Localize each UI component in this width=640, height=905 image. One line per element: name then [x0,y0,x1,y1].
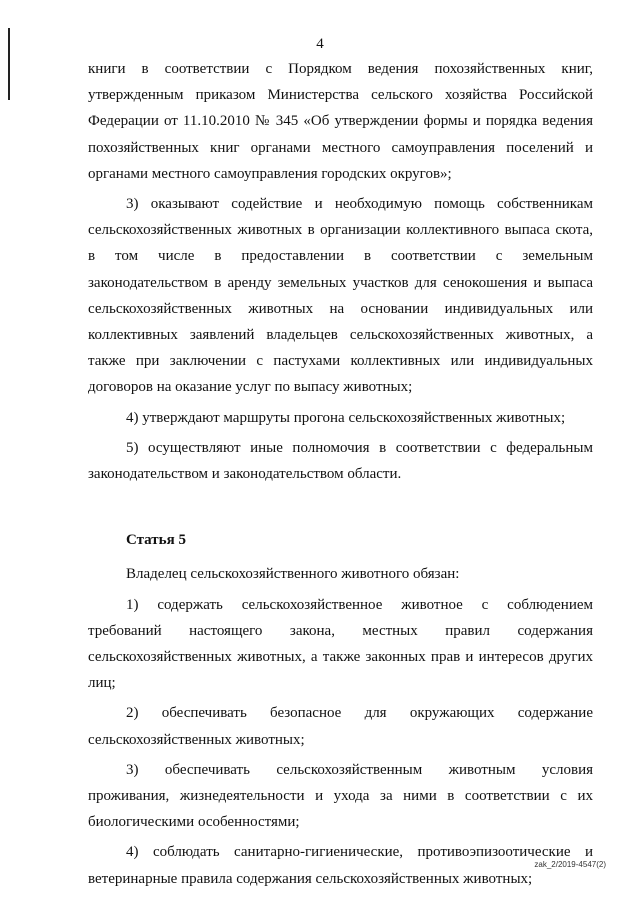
text-line: лиц; [88,675,116,692]
text-line: 2) обеспечивать безопасное для окружающих содержание [126,705,593,722]
text-line: сельскохозяйственных животных в организации коллективного выпаса скота, [88,222,593,239]
paragraph [88,839,593,891]
text-line: законодательством в аренду земельных участков для сенокошения и выпаса [88,274,593,291]
paragraph [88,56,593,187]
text-line: 3) оказывают содействие и необходимую помощь собственникам [126,196,593,213]
paragraph [88,700,593,752]
text-line: договоров на оказание услуг по выпасу животных; [88,379,413,396]
section-heading: Статья 5 [126,532,186,549]
text-line: книги в соответствии с Порядком ведения похозяйственных книг, [88,61,593,77]
text-line: Федерации от 11.10.2010 № 345 «Об утверждении формы и порядка ведения [88,113,593,130]
text-line: сельскохозяйственных животных, а также законных прав и интересов других [88,649,593,666]
text-line: также при заключении с пастухами коллективных или индивидуальных [88,353,593,370]
paragraph [88,435,593,487]
paragraph [88,757,593,836]
text-line: биологическими особенностями; [88,814,300,831]
text-line: утвержденным приказом Министерства сельского хозяйства Российской [88,87,593,104]
text-line: 4) утверждают маршруты прогона сельскохозяйственных животных; [126,409,566,426]
text-line: сельскохозяйственных животных на основании индивидуальных или [88,300,593,317]
text-line: 3) обеспечивать сельскохозяйственным животным условия [126,761,593,778]
text-line: в том числе в предоставлении в соответствии с земельным [88,248,593,265]
text-line: коллективных заявлений владельцев сельскохозяйственных животных, а [88,327,593,344]
text-line: 4) соблюдать санитарно-гигиенические, противоэпизоотические и [126,844,593,861]
text-line: проживания, жизнедеятельности и ухода за ними в соответствии с их [88,788,593,805]
text-line: ветеринарные правила содержания сельскохозяйственных животных; [88,870,533,887]
paragraph [88,191,593,401]
paragraph [88,561,593,587]
text-line: похозяйственных книг органами местного самоуправления поселений и [88,139,593,156]
text-line: сельскохозяйственных животных; [88,731,305,748]
text-line: законодательством и законодательством области. [88,466,402,483]
text-line: требований настоящего закона, местных правил содержания [88,622,593,639]
text-line: Владелец сельскохозяйственного животного обязан: [126,566,460,583]
document-footer-code: zak_2/2019-4547(2) [534,860,606,869]
text-line: 1) содержать сельскохозяйственное животное с соблюдением [126,596,593,613]
paragraph [88,592,593,697]
document-body [88,56,593,892]
page-number: 4 [316,36,324,52]
text-line: органами местного самоуправления городских округов»; [88,165,452,182]
article-4-continuation [88,56,593,487]
article-5-body [88,561,593,891]
paragraph [88,405,593,431]
text-line: 5) осуществляют иные полномочия в соответствии с федеральным [126,439,593,456]
